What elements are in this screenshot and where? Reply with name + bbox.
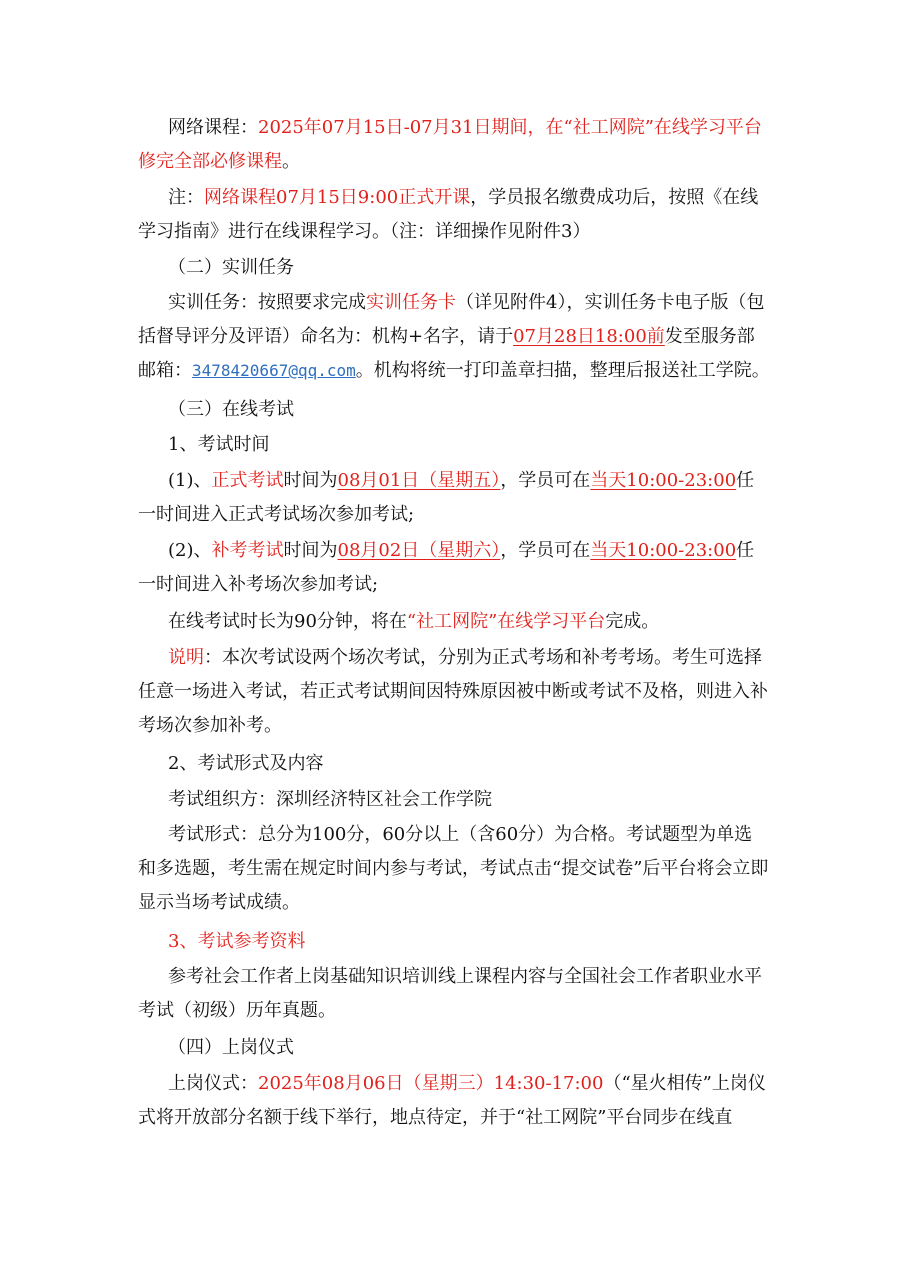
item-number: (1)、 bbox=[168, 470, 212, 491]
text: ，学员可在 bbox=[500, 540, 591, 561]
course-note-paragraph bbox=[138, 181, 770, 249]
exam-references-paragraph: 参考社会工作者上岗基础知识培训线上课程内容与全国社会工作者职业水平考试（初级）历年真题。 bbox=[138, 966, 762, 1021]
service-email-link[interactable]: 3478420667@qq.com bbox=[192, 361, 356, 380]
makeup-exam-date: 08月02日（星期六） bbox=[337, 540, 501, 561]
training-task-text: 实训任务：按照要求完成 bbox=[168, 292, 366, 313]
training-task-text-4: 。机构将统一打印盖章扫描，整理后报送社工学院。 bbox=[355, 360, 770, 381]
course-start-time: 网络课程07月15日9:00正式开课 bbox=[204, 187, 471, 208]
text: 时间为 bbox=[283, 540, 338, 561]
note-label: 注： bbox=[168, 187, 204, 208]
section-heading-training: （二）实训任务 bbox=[168, 257, 294, 278]
text: 在线考试时长为90分钟，将在 bbox=[168, 611, 407, 632]
makeup-exam-hours: 当天10:00-23:00 bbox=[590, 540, 737, 561]
ceremony-datetime: 2025年08月06日（星期三）14:30-17:00 bbox=[258, 1073, 604, 1094]
text: 时间为 bbox=[283, 470, 338, 491]
formal-exam-label: 正式考试 bbox=[211, 470, 284, 491]
section-heading-ceremony: （四）上岗仪式 bbox=[168, 1037, 294, 1058]
training-task-text-2: （详见附件4），实训任务卡电子版（包括督导评分及评语）命名为：机构+名字，请于 bbox=[138, 292, 765, 347]
exam-platform: “社工网院”在线学习平台 bbox=[406, 611, 606, 632]
online-course-period: 2025年07月15日-07月31日期间，在“社工网院”在线学习平台修完全部必修课程 bbox=[138, 117, 762, 172]
text: 任一时间进入正式考试场次参加考试; bbox=[138, 470, 755, 525]
explanation-text: ：本次考试设两个场次考试，分别为正式考场和补考考场。考生可选择任意一场进入考试，若正式考试期间因特殊原因被中断或考试不及格，则进入补考场次参加补考。 bbox=[138, 647, 768, 736]
formal-exam-date: 08月01日（星期五） bbox=[337, 470, 501, 491]
subheading-exam-references: 3、考试参考资料 bbox=[168, 931, 306, 952]
item-number: (2)、 bbox=[168, 540, 212, 561]
exam-explanation-paragraph bbox=[138, 641, 770, 743]
section-heading-online-exam: （三）在线考试 bbox=[168, 399, 294, 420]
punct: 。 bbox=[282, 151, 300, 172]
training-task-text-3: 发至服务部邮箱： bbox=[138, 326, 755, 381]
ceremony-paragraph bbox=[138, 1067, 770, 1135]
makeup-exam-paragraph bbox=[138, 534, 770, 602]
ceremony-text: （“星火相传”上岗仪式将开放部分名额于线下举行，地点待定，并于“社工网院”平台同步在线直 bbox=[138, 1073, 766, 1128]
subheading-exam-time: 1、考试时间 bbox=[168, 434, 270, 455]
text: 完成。 bbox=[605, 611, 660, 632]
course-note-text: ，学员报名缴费成功后，按照《在线学习指南》进行在线课程学习。（注：详细操作见附件3） bbox=[138, 187, 759, 242]
text: ，学员可在 bbox=[500, 470, 591, 491]
text: 任一时间进入补考场次参加考试; bbox=[138, 540, 755, 595]
formal-exam-paragraph bbox=[138, 464, 770, 532]
ceremony-label: 上岗仪式： bbox=[168, 1073, 258, 1094]
subheading-exam-format: 2、考试形式及内容 bbox=[168, 753, 324, 774]
makeup-exam-label: 补考考试 bbox=[211, 540, 284, 561]
explanation-label: 说明 bbox=[168, 647, 204, 668]
formal-exam-hours: 当天10:00-23:00 bbox=[590, 470, 737, 491]
training-deadline: 07月28日18:00前 bbox=[513, 326, 665, 347]
training-task-paragraph bbox=[138, 286, 770, 388]
training-task-card: 实训任务卡 bbox=[366, 292, 456, 313]
exam-organizer-paragraph: 考试组织方：深圳经济特区社会工作学院 bbox=[168, 789, 492, 810]
exam-duration-paragraph bbox=[138, 605, 770, 639]
online-course-label: 网络课程： bbox=[168, 117, 258, 138]
online-course-paragraph bbox=[138, 111, 770, 179]
exam-format-paragraph: 考试形式：总分为100分，60分以上（含60分）为合格。考试题型为单选和多选题，考生需在规定时间内参与考试，考试点击“提交试卷”后平台将会立即显示当场考试成绩。 bbox=[138, 824, 769, 913]
